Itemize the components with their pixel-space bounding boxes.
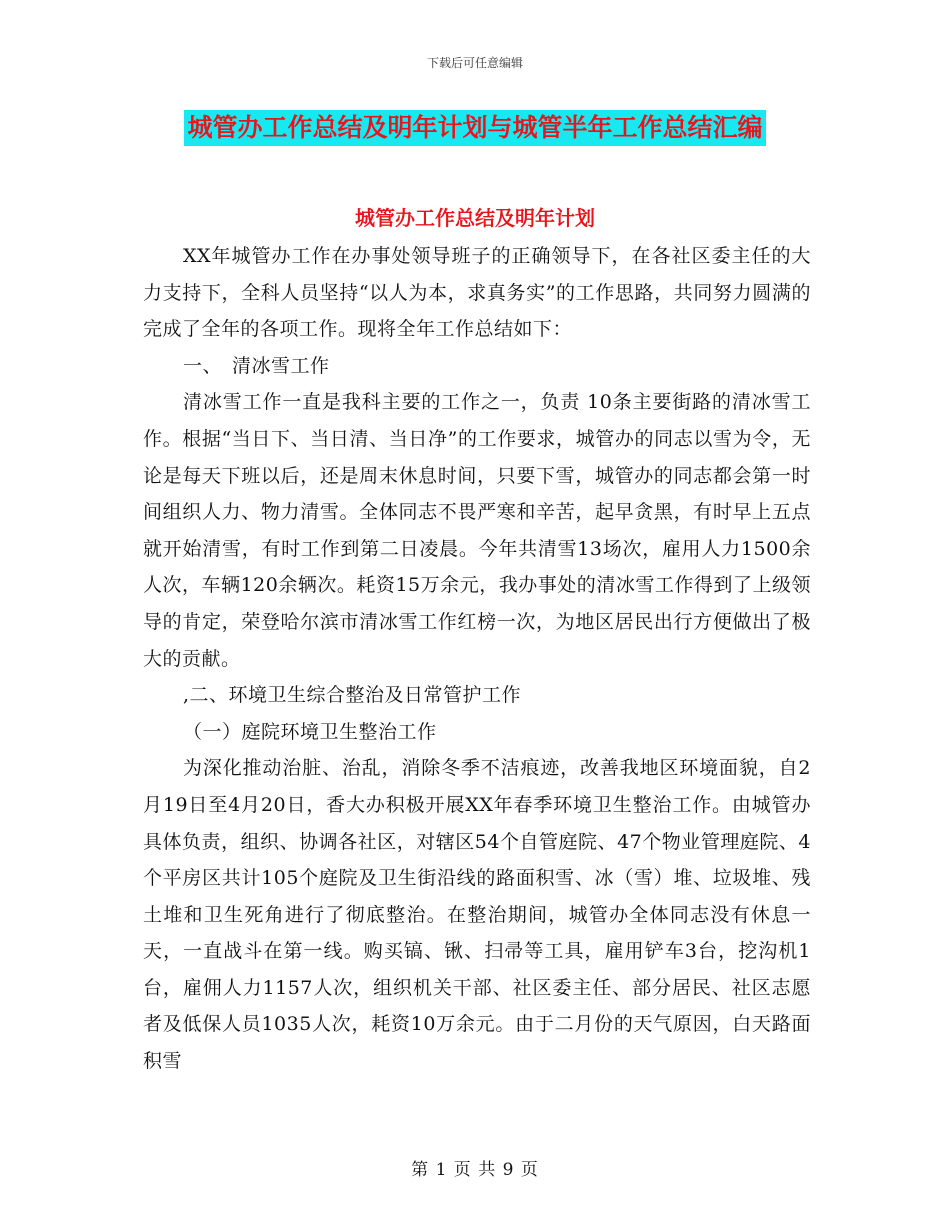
paragraph-intro: XX年城管办工作在办事处领导班子的正确领导下，在各社区委主任的大力支持下，全科人员坚持“以人为本，求真务实”的工作思路，共同努力圆满的完成了全年的各项工作。现将全年工作总结如下：: [143, 245, 811, 341]
document-body: [143, 238, 811, 1080]
section-heading-environment: ,二、环境卫生综合整治及日常管护工作: [183, 684, 522, 707]
main-title-container: [0, 110, 950, 146]
paragraph-courtyard-cleanup: 为深化推动治脏、治乱，消除冬季不洁痕迹，改善我地区环境面貌，自2月19日至4月20日，香大办积极开展XX年春季环境卫生整治工作。由城管办具体负责，组织、协调各社区，对辖区54个自管庭院、47个物业管理庭院、4个平房区共计105个庭院及卫生街沿线的路面积雪、冰（雪）堆、垃圾堆、残土堆和卫生死角进行了彻底整治。在整治期间，城管办全体同志没有休息一天，一直战斗在第一线。购买镐、锹、扫帚等工具，雇用铲车3台，挖沟机1台，雇佣人力1157人次，组织机关干部、社区委主任、部分居民、社区志愿者及低保人员1035人次，耗资10万余元。由于二月份的天气原因，白天路面积雪: [143, 757, 811, 1073]
subsection-heading-courtyard: （一）庭院环境卫生整治工作: [183, 720, 437, 743]
document-main-title: 城管办工作总结及明年计划与城管半年工作总结汇编: [184, 110, 765, 146]
section-heading-snow: 一、 清冰雪工作: [183, 354, 330, 377]
page-footer-number: 第 1 页 共 9 页: [411, 1160, 539, 1180]
paragraph-snow-clearing: 清冰雪工作一直是我科主要的工作之一，负责 10条主要街路的清冰雪工作。根据“当日下、当日清、当日净”的工作要求，城管办的同志以雪为令，无论是每天下班以后，还是周末休息时间，只要下雪，城管办的同志都会第一时间组织人力、物力清雪。全体同志不畏严寒和辛苦，起早贪黑，有时早上五点就开始清雪，有时工作到第二日凌晨。今年共清雪13场次，雇用人力1500余人次，车辆120余辆次。耗资15万余元，我办事处的清冰雪工作得到了上级领导的肯定，荣登哈尔滨市清冰雪工作红榜一次，为地区居民出行方便做出了极大的贡献。: [143, 391, 811, 670]
page-header-note: 下载后可任意编辑: [426, 56, 523, 70]
document-sub-title: 城管办工作总结及明年计划: [355, 206, 595, 230]
